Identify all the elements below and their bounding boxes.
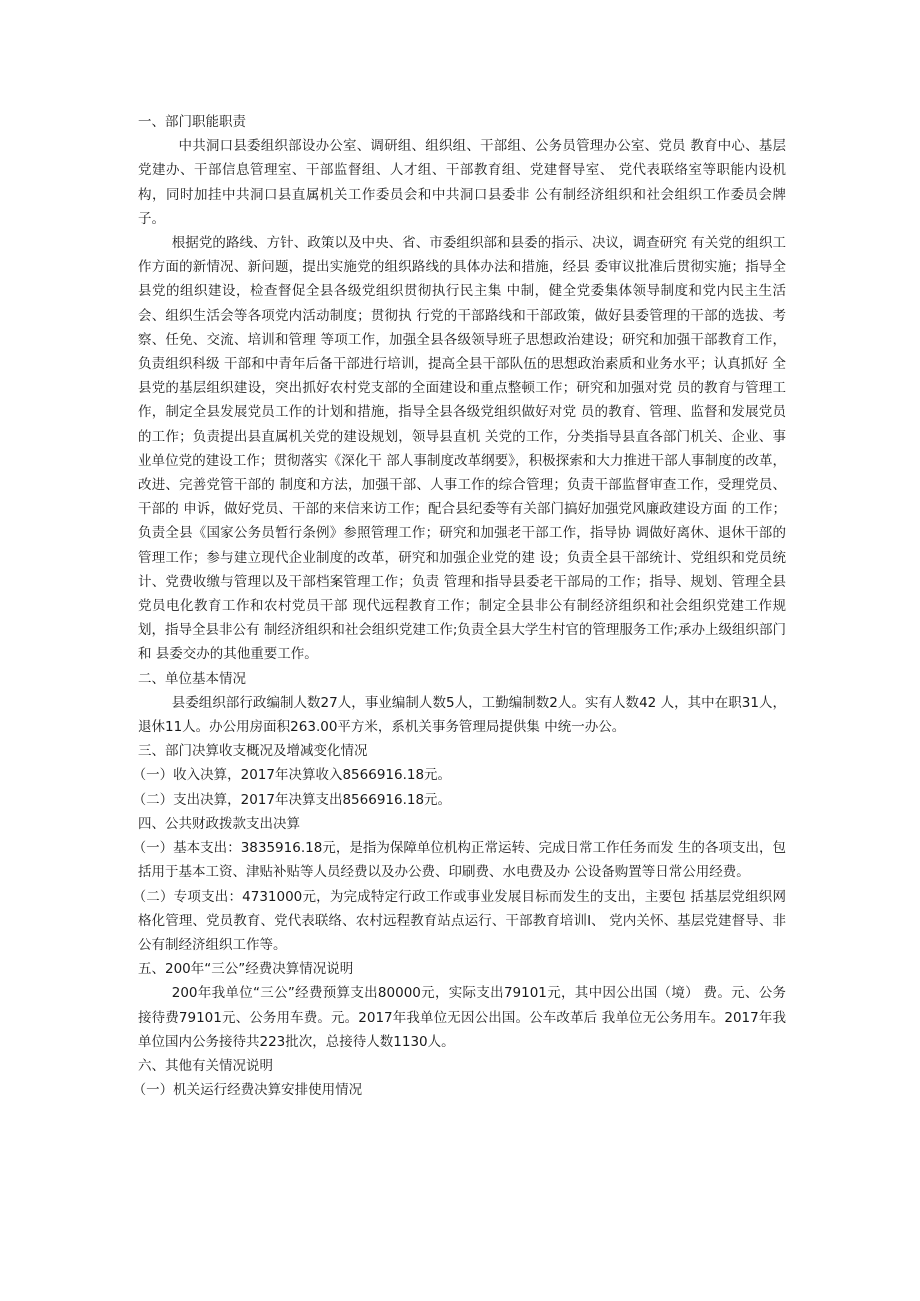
section-5-paragraph: 200年我单位“三公”经费预算支出80000元，实际支出79101元，其中因公出国（境） 费。元、公务接待费79101元、公务用车费。元。2017年我单位无因公出国。公车改革后 我单位无公务用车。2017年我单位国内公务接待共223批次，总接待人数1130人。 xyxy=(138,985,786,1050)
section-2-heading: 二、单位基本情况 xyxy=(138,670,246,687)
section-1-paragraph-1: 中共洞口县委组织部设办公室、调研组、组织组、干部组、公务员管理办公室、党员 教育中心、基层党建办、干部信息管理室、干部监督组、人才组、干部教育组、党建督导室、 党代表联络室等职能内设机构，同时加挂中共洞口县直属机关工作委员会和中共洞口县委非 公有制经济组织和社会组织工作委员会牌子。 xyxy=(138,138,786,227)
section-6-item-1: （一）机关运行经费决算安排使用情况 xyxy=(132,1082,363,1099)
section-3-item-1: （一）收入决算，2017年决算收入8566916.18元。 xyxy=(132,767,452,784)
section-4-item-2: （二）专项支出：4731000元，为完成特定行政工作或事业发展目标而发生的支出，主要包 括基层党组织网格化管理、党员教育、党代表联络、农村远程教育站点运行、干部教育培训I、 党内关怀、基层党建督导、非公有制经济组织工作等。 xyxy=(132,888,786,953)
section-2-paragraph: 县委组织部行政编制人数27人，事业编制人数5人，工勤编制数2人。实有人数42 人，其中在职31人，退休11人。办公用房面积263.00平方米，系机关事务管理局提供集 中统一办公。 xyxy=(138,694,786,736)
section-5-heading: 五、200年“三公”经费决算情况说明 xyxy=(138,961,354,978)
section-3-item-2: （二）支出决算，2017年决算支出8566916.18元。 xyxy=(132,791,452,808)
section-1-heading: 一、部门职能职责 xyxy=(138,114,246,130)
section-4-heading: 四、公共财政拨款支出决算 xyxy=(138,815,300,832)
section-1-paragraph-2: 根据党的路线、方针、政策以及中央、省、市委组织部和县委的指示、决议，调查研究 有关党的组织工作方面的新情况、新问题，提出实施党的组织路线的具体办法和措施，经县 委审议批准后贯彻实施；指导全县党的组织建设，检查督促全县各级党组织贯彻执行民主集 中制，健全党委集体领导制度和党内民主生活会、组织生活会等各项党内活动制度；贯彻执 行党的干部路线和干部政策，做好县委管理的干部的选拔、考察、任免、交流、培训和管理 等项工作，加强全县各级领导班子思想政治建设；研究和加强干部教育工作，负责组织科级 干部和中青年后备干部进行培训，提高全县干部队伍的思想政治素质和业务水平；认真抓好 全县党的基层组织建设，突出抓好农村党支部的全面建设和重点整顿工作；研究和加强对党 员的教育与管理工作，制定全县发展党员工作的计划和措施，指导全县各级党组织做好对党 员的教育、管理、监督和发展党员的工作；负责提出县直属机关党的建设规划，领导县直机 关党的工作，分类指导县直各部门机关、企业、事业单位党的建设工作；贯彻落实《深化干 部人事制度改革纲要》，积极探索和大力推进干部人事制度的改革，改进、完善党管干部的 制度和方法，加强干部、人事工作的综合管理；负责干部监督审查工作，受理党员、干部的 申诉，做好党员、干部的来信来访工作；配合县纪委等有关部门搞好加强党风廉政建设方面 的工作；负责全县《国家公务员暂行条例》参照管理工作；研究和加强老干部工作，指导协 调做好离休、退休干部的管理工作；参与建立现代企业制度的改革，研究和加强企业党的建 设；负责全县干部统计、党组织和党员统计、党费收缴与管理以及干部档案管理工作；负责 管理和指导县委老干部局的工作；指导、规划、管理全县党员电化教育工作和农村党员干部 现代远程教育工作；制定全县非公有制经济组织和社会组织党建工作规划，指导全县非公有 制经济组织和社会组织党建工作;负责全县大学生村官的管理服务工作;承办上级组织部门和 县委交办的其他重要工作。 xyxy=(138,235,786,663)
section-6-heading: 六、其他有关情况说明 xyxy=(138,1057,273,1074)
section-4-item-1: （一）基本支出：3835916.18元，是指为保障单位机构正常运转、完成日常工作任务而发 生的各项支出，包括用于基本工资、津贴补贴等人员经费以及办公费、印刷费、水电费及办 公设备购置等日常公用经费。 xyxy=(132,840,786,881)
section-3-heading: 三、部门决算收支概况及增减变化情况 xyxy=(138,743,368,760)
document-body xyxy=(132,110,786,1102)
